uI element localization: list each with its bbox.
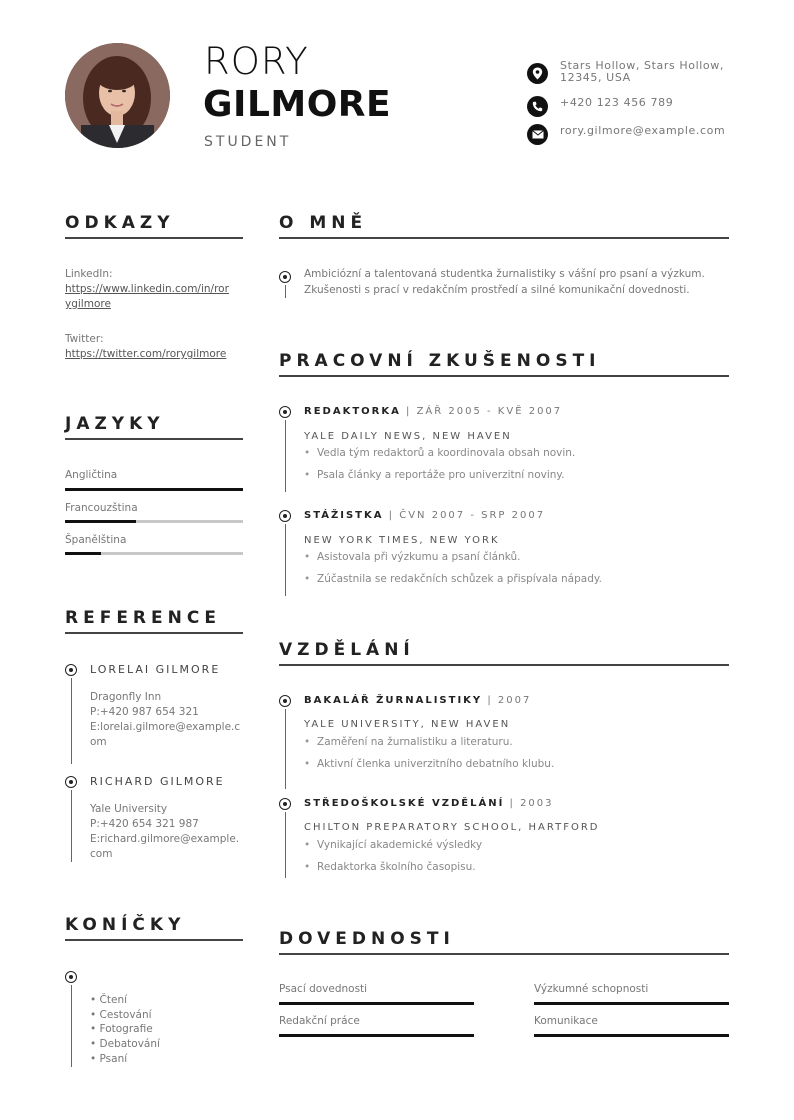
role-title: STUDENT xyxy=(204,134,292,150)
about-line-2: Zkušenosti s prací v redakčním prostředí a silné komunikační dovednosti. xyxy=(304,284,690,296)
job-bullet: • Psala články a reportáže pro univerzitní noviny. xyxy=(317,469,564,481)
reference-email-cont: om xyxy=(90,736,107,748)
address-line-2: 12345, USA xyxy=(560,71,631,84)
skills-divider xyxy=(279,953,729,955)
language-name: Angličtina xyxy=(65,469,118,481)
education-school: YALE UNIVERSITY, NEW HAVEN xyxy=(304,719,511,730)
first-name: RORY xyxy=(204,40,309,83)
education-school: CHILTON PREPARATORY SCHOOL, HARTFORD xyxy=(304,822,600,833)
hobbies-divider xyxy=(65,939,243,941)
timeline-dot-icon xyxy=(279,695,291,707)
twitter-label: Twitter: xyxy=(65,333,104,345)
linkedin-label: LinkedIn: xyxy=(65,268,113,280)
language-level-bar xyxy=(65,552,243,555)
education-bullet: • Zaměření na žurnalistiku a literaturu. xyxy=(317,736,513,748)
contact-address xyxy=(527,59,747,84)
skill-bar xyxy=(534,1002,729,1005)
language-name: Španělština xyxy=(65,534,127,546)
language-level-fill xyxy=(65,552,101,555)
phone-icon xyxy=(527,96,548,117)
references-heading: REFERENCE xyxy=(65,608,221,628)
experience-heading: PRACOVNÍ ZKUŠENOSTI xyxy=(279,351,601,371)
education-bullet: • Aktivní členka univerzitního debatního klubu. xyxy=(317,758,554,770)
skill-bar xyxy=(279,1034,474,1037)
reference-company: Dragonfly Inn xyxy=(90,691,162,703)
timeline-dot-icon xyxy=(65,971,77,983)
skill-label: Komunikace xyxy=(534,1015,598,1027)
language-level-fill xyxy=(65,488,243,491)
timeline-line xyxy=(285,420,286,492)
skills-heading: DOVEDNOSTI xyxy=(279,929,455,949)
hobbies-heading: KONÍČKY xyxy=(65,915,186,935)
timeline-dot-icon xyxy=(279,271,291,283)
hobby-item: • Čtení xyxy=(90,994,128,1006)
links-divider xyxy=(65,237,243,239)
reference-company: Yale University xyxy=(90,803,168,815)
last-name: GILMORE xyxy=(203,84,392,125)
language-level-bar xyxy=(65,488,243,491)
timeline-line xyxy=(71,790,72,862)
timeline-dot-icon xyxy=(279,406,291,418)
timeline-dot-icon xyxy=(279,510,291,522)
job-organization: YALE DAILY NEWS, NEW HAVEN xyxy=(304,431,512,442)
education-bullet: • Redaktorka školního časopisu. xyxy=(317,861,476,873)
about-line-1: Ambiciózní a talentovaná studentka žurnalistiky s vášní pro psaní a výzkum. xyxy=(304,268,705,280)
contact-email xyxy=(527,124,747,145)
email-icon xyxy=(527,124,548,145)
education-divider xyxy=(279,664,729,666)
education-bullet: • Vynikající akademické výsledky xyxy=(317,839,482,851)
languages-divider xyxy=(65,438,243,440)
hobby-item: • Psaní xyxy=(90,1053,128,1065)
reference-phone: P:+420 654 321 987 xyxy=(90,818,199,830)
timeline-line xyxy=(285,285,286,298)
links-heading: ODKAZY xyxy=(65,213,175,233)
skill-bar xyxy=(534,1034,729,1037)
skill-label: Redakční práce xyxy=(279,1015,360,1027)
timeline-line xyxy=(71,678,72,764)
hobby-item: • Fotografie xyxy=(90,1023,153,1035)
contact-phone xyxy=(527,96,747,117)
profile-photo xyxy=(65,43,170,148)
education-heading: VZDĚLÁNÍ xyxy=(279,640,415,660)
about-heading: O MNĚ xyxy=(279,213,368,233)
job-organization: NEW YORK TIMES, NEW YORK xyxy=(304,535,500,546)
timeline-line xyxy=(285,524,286,596)
language-name: Francouzština xyxy=(65,502,138,514)
reference-name: LORELAI GILMORE xyxy=(90,663,221,676)
language-level-fill xyxy=(65,520,136,523)
skill-bar xyxy=(279,1002,474,1005)
reference-name: RICHARD GILMORE xyxy=(90,775,225,788)
language-level-bar xyxy=(65,520,243,523)
address-line-1: Stars Hollow, Stars Hollow, xyxy=(560,59,724,72)
hobby-item: • Cestování xyxy=(90,1009,152,1021)
job-bullet: • Vedla tým redaktorů a koordinovala obsah novin. xyxy=(317,447,575,459)
education-title: BAKALÁŘ ŽURNALISTIKY | 2007 xyxy=(304,695,532,706)
reference-email: E:richard.gilmore@example. xyxy=(90,833,240,845)
twitter-link[interactable]: https://twitter.com/rorygilmore xyxy=(65,348,227,360)
hobby-item: • Debatování xyxy=(90,1038,160,1050)
skill-label: Výzkumné schopnosti xyxy=(534,983,649,995)
education-title: STŘEDOŠKOLSKÉ VZDĚLÁNÍ | 2003 xyxy=(304,798,554,809)
linkedin-link[interactable]: https://www.linkedin.com/in/ror ygilmore xyxy=(65,283,229,310)
job-bullet: • Asistovala při výzkumu a psaní článků. xyxy=(317,551,521,563)
email-text: rory.gilmore@example.com xyxy=(560,124,726,137)
timeline-line xyxy=(285,709,286,789)
reference-phone: P:+420 987 654 321 xyxy=(90,706,199,718)
reference-email-cont: com xyxy=(90,848,113,860)
languages-heading: JAZYKY xyxy=(65,414,165,434)
experience-divider xyxy=(279,375,729,377)
references-divider xyxy=(65,632,243,634)
job-title: STÁŽISTKA | ČVN 2007 - SRP 2007 xyxy=(304,510,546,521)
job-title: REDAKTORKA | ZÁŘ 2005 - KVĚ 2007 xyxy=(304,406,563,417)
timeline-dot-icon xyxy=(279,798,291,810)
timeline-dot-icon xyxy=(65,664,77,676)
location-pin-icon xyxy=(527,63,548,84)
job-bullet: • Zúčastnila se redakčních schůzek a přispívala nápady. xyxy=(317,573,602,585)
phone-text: +420 123 456 789 xyxy=(560,96,674,109)
skill-label: Psací dovednosti xyxy=(279,983,368,995)
reference-email: E:lorelai.gilmore@example.c xyxy=(90,721,241,733)
timeline-dot-icon xyxy=(65,776,77,788)
timeline-line xyxy=(71,985,72,1067)
about-divider xyxy=(279,237,729,239)
timeline-line xyxy=(285,812,286,878)
